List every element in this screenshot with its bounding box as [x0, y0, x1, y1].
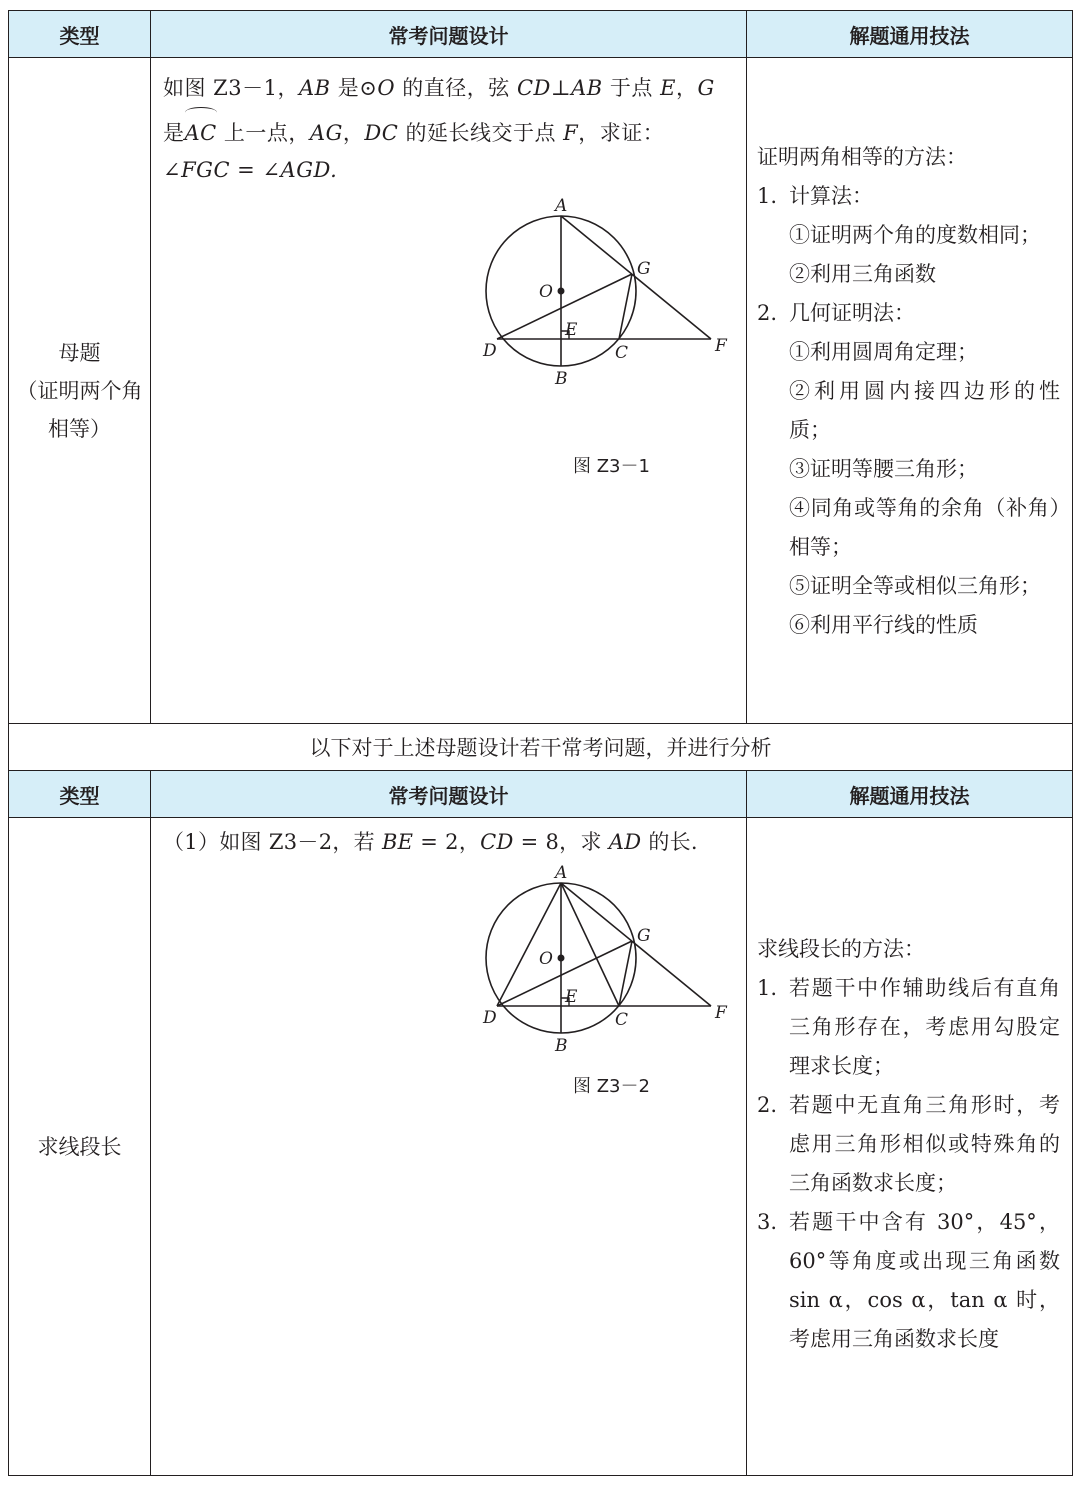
text-run: ， [675, 76, 698, 100]
label-a: A [555, 863, 568, 883]
label-f: F [715, 336, 727, 356]
method-item-text: 几何证明法： [789, 301, 915, 325]
text-run: ，求证： [578, 121, 665, 145]
method-item [747, 294, 1072, 333]
method-subitem: ③证明等腰三角形； [789, 457, 978, 481]
method-item-text: 计算法： [789, 184, 873, 208]
label-a: A [555, 196, 568, 216]
text-run: F [563, 121, 579, 145]
mother-problem-text [163, 66, 733, 201]
header-design: 常考问题设计 [151, 771, 747, 818]
line-ad [497, 883, 561, 1006]
method-item-number: 3. [757, 1210, 778, 1234]
method-item-text: 若题中无直角三角形时，考虑用三角形相似或特殊角的三角函数求长度； [789, 1093, 1060, 1195]
header-design: 常考问题设计 [151, 11, 747, 58]
method-subitem: ⑤证明全等或相似三角形； [789, 574, 1041, 598]
text-run: 于点 [602, 76, 661, 100]
text-run: AG [309, 121, 343, 145]
method-title: 求线段长的方法： [757, 937, 925, 961]
method-subitem: ⑥利用平行线的性质 [789, 613, 978, 637]
figure-caption: 图 Z3－2 [573, 1076, 650, 1097]
text-run: O [377, 76, 396, 100]
mother-type-line: 相等） [48, 416, 111, 441]
text-run: E [660, 76, 676, 100]
text-run: = 2， [413, 830, 481, 854]
text-run: 是⊙ [330, 76, 378, 100]
mother-type-line: （证明两个角 [16, 378, 143, 403]
analysis-table [8, 10, 1073, 1476]
figure-caption: 图 Z3－1 [573, 456, 650, 477]
method-title: 证明两角相等的方法： [757, 145, 967, 169]
mother-type-cell [9, 58, 151, 724]
text-run: ， [342, 121, 365, 145]
mother-row [9, 58, 1073, 724]
label-c: C [615, 343, 629, 363]
text-run: DC [364, 121, 399, 145]
text-run: 上一点， [216, 121, 310, 145]
header-method: 解题通用技法 [747, 771, 1073, 818]
method-subitem: ①利用圆周角定理； [789, 340, 978, 364]
label-o: O [539, 282, 553, 302]
text-run: G [697, 76, 715, 100]
text-run: ⊥ [550, 76, 572, 100]
text-run: AB [571, 76, 603, 100]
label-g: G [637, 259, 651, 279]
text-run: AB [299, 76, 331, 100]
label-c: C [615, 1010, 629, 1030]
method-subitem: ④同角或等角的余角（补角）相等； [789, 496, 1060, 559]
text-run: CD [516, 76, 551, 100]
mother-type-line: 母题 [58, 340, 101, 365]
text-run: = 8，求 [513, 830, 609, 854]
label-e: E [565, 320, 578, 340]
q1-type-cell: 求线段长 [9, 818, 151, 1476]
header-row-2 [9, 771, 1073, 818]
center-dot [558, 955, 565, 962]
line-af [561, 883, 711, 1006]
header-type: 类型 [9, 771, 151, 818]
label-g: G [637, 926, 651, 946]
text-run: ∠FGC = ∠AGD. [163, 158, 338, 182]
label-f: F [715, 1003, 727, 1023]
method-item [747, 1203, 1072, 1359]
figure-z3-1 [481, 196, 741, 396]
center-dot [558, 288, 565, 295]
line-af [561, 216, 711, 339]
q1-method-cell [747, 818, 1073, 1476]
method-item-text: 若题干中含有 30°，45°，60°等角度或出现三角函数 sin α，cos α，tan α 时，考虑用三角函数求长度 [789, 1210, 1060, 1351]
mother-method-cell [747, 58, 1073, 724]
label-e: E [565, 987, 578, 1007]
method-item-number: 2. [757, 301, 778, 325]
header-row [9, 11, 1073, 58]
q1-problem-text [163, 825, 733, 859]
q1-row [9, 818, 1073, 1476]
text-run: 的长. [641, 830, 698, 854]
label-d: D [483, 1008, 497, 1028]
method-subitem: ①证明两个角的度数相同； [789, 223, 1041, 247]
text-run: AD [608, 830, 642, 854]
label-d: D [483, 341, 497, 361]
text-run: BE [381, 830, 414, 854]
text-run: 是 [163, 121, 185, 145]
note-text: 以下对于上述母题设计若干常考问题，并进行分析 [9, 724, 1073, 771]
method-item-number: 2. [757, 1093, 778, 1117]
method-item [747, 1086, 1072, 1203]
method-item [747, 177, 1072, 216]
arc-ac: AC [185, 111, 217, 156]
text-run: CD [480, 830, 514, 854]
header-type: 类型 [9, 11, 151, 58]
method-item-number: 1. [757, 976, 778, 1000]
label-b: B [555, 369, 568, 389]
label-b: B [555, 1036, 568, 1056]
text-run: 的延长线交于点 [398, 121, 564, 145]
method-item-text: 若题干中作辅助线后有直角三角形存在，考虑用勾股定理求长度； [789, 976, 1060, 1078]
method-subitem: ②利用三角函数 [789, 262, 936, 286]
method-item-number: 1. [757, 184, 778, 208]
text-run: 的直径，弦 [395, 76, 517, 100]
mother-problem-cell [151, 58, 747, 724]
method-subitem: ②利用圆内接四边形的性质； [789, 379, 1060, 442]
figure-z3-2 [481, 863, 741, 1063]
note-row [9, 724, 1073, 771]
method-item [747, 969, 1072, 1086]
text-run: 如图 Z3－1， [163, 76, 299, 100]
header-method: 解题通用技法 [747, 11, 1073, 58]
q1-problem-cell [151, 818, 747, 1476]
label-o: O [539, 949, 553, 969]
text-run: （1）如图 Z3－2，若 [163, 830, 382, 854]
